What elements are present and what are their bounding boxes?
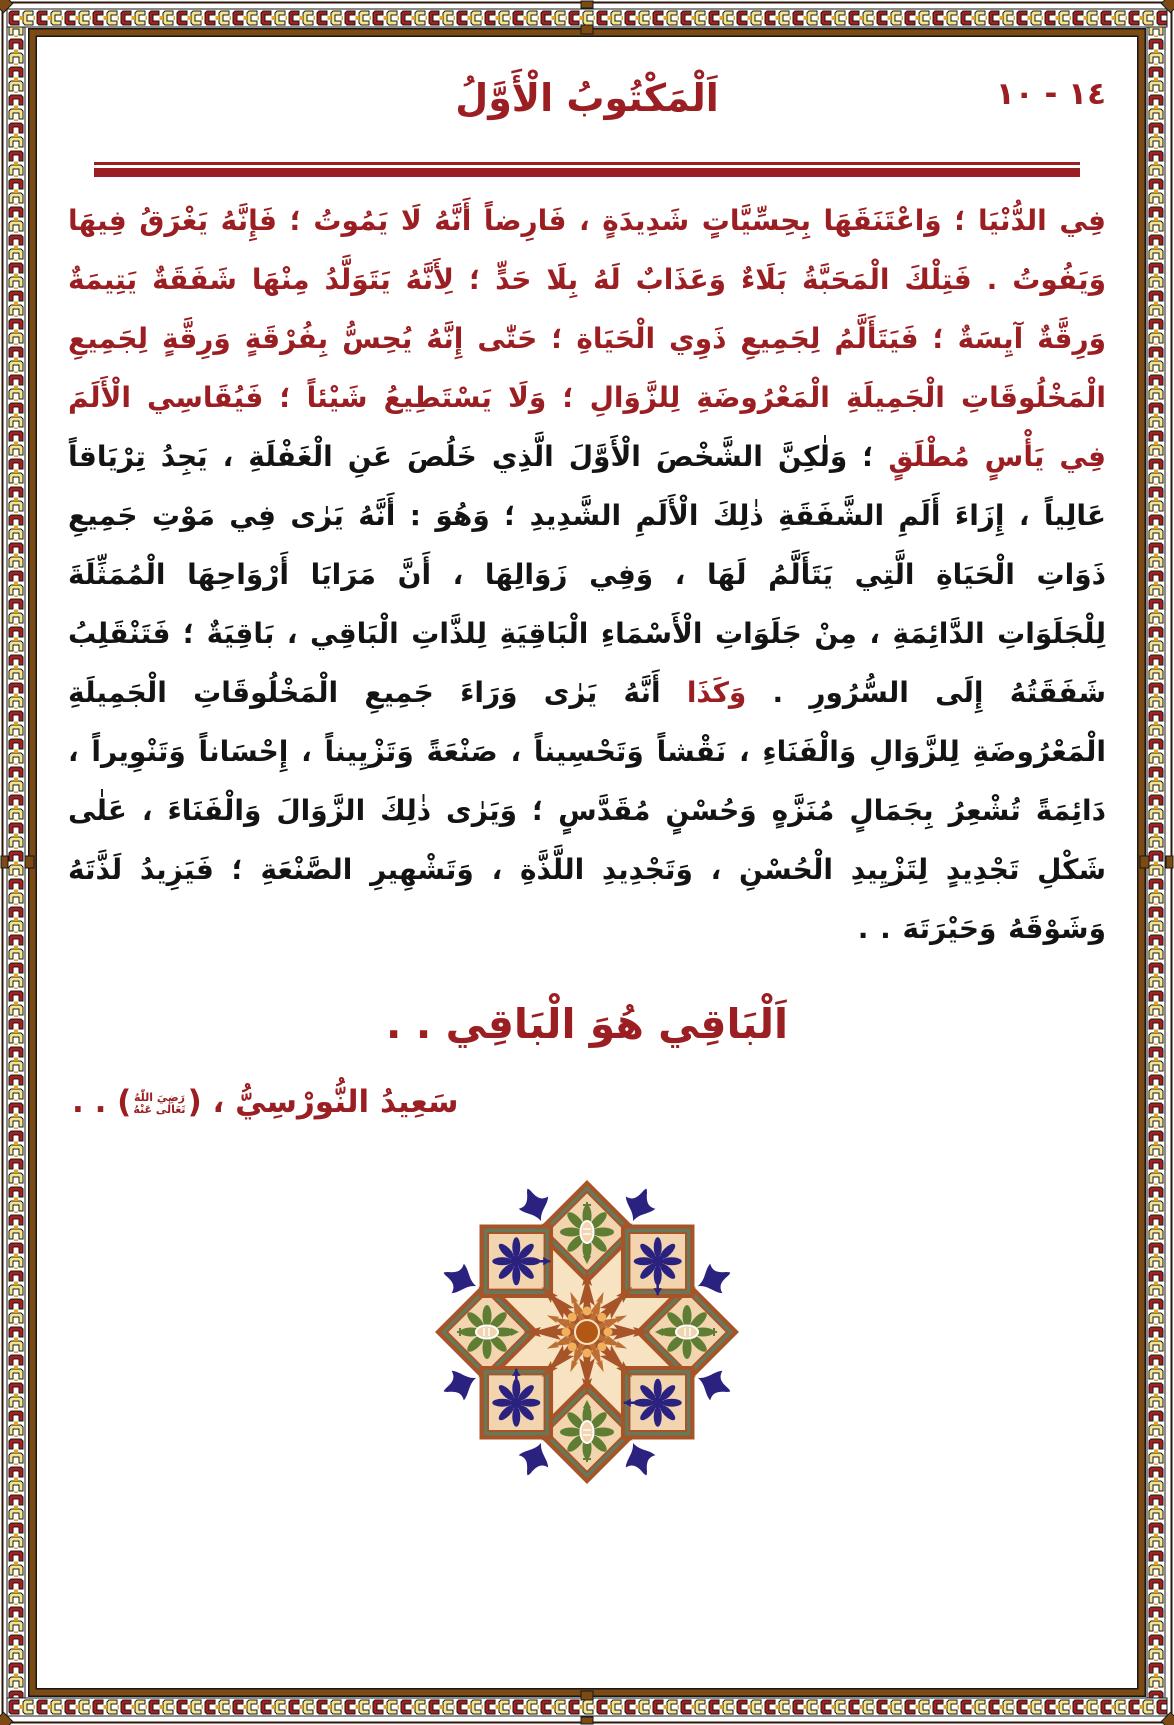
border-chain-top [7,9,1167,27]
page-number: ١٤ - ١٠ [995,76,1106,112]
seal-line-1: رَضِيَ اللّٰهُ [133,1090,185,1104]
text-segment-red-2: وَكَذَا [686,676,773,709]
divider-thick-rule [94,168,1080,177]
page-title: اَلْمَكْتُوبُ الْأَوَّلُ [455,76,719,120]
text-segment-red-1: فِي الدُّنْيَا ؛ وَاعْتَنَقَهَا بِحِسِّيَّاتٍ شَدِيدَةٍ ، فَارِضاً أَنَّهُ لَا يَمُوتُ ؛ فَإِنَّهُ يَغْرَقُ فِيهَا وَيَفُوتُ . فَتِلْكَ الْمَحَبَّةُ بَلَاءٌ وَعَذَابٌ لَهُ بِلَا حَدٍّ ؛ لِأَنَّهُ يَتَوَلَّدُ مِنْهَا شَفَقَةٌ يَتِيمَةٌ وَرِقَّةٌ آيِسَةٌ ؛ فَيَتَأَلَّمُ لِجَمِيعِ ذَوِي الْحَيَاةِ ؛ حَتّٰى إِنَّهُ يُحِسُّ بِفُرْقَةٍ وَرِقَّةٍ لِجَمِيعِ الْمَخْلُوقَاتِ الْجَمِيلَةِ الْمَعْرُوضَةِ لِلزَّوَالِ ؛ وَلَا يَسْتَطِيعُ شَيْئاً ؛ فَيُقَاسِي الْأَلَمَ فِي يَأْسٍ مُطْلَقٍ [68,204,1106,473]
border-chain-left [7,9,25,1716]
text-segment-dark-2: أَنَّهُ يَرٰى وَرَاءَ جَمِيعِ الْمَخْلُوقَاتِ الْجَمِيلَةِ الْمَعْرُوضَةِ لِلزَّوَالِ وَالْفَنَاءِ ، نَقْشاً وَتَحْسِيناً ، صَنْعَةً وَتَزْيِيناً ، إِحْسَاناً وَتَنْوِيراً ، دَائِمَةً تُشْعِرُ بِجَمَالٍ مُنَزَّهٍ وَحُسْنٍ مُقَدَّسٍ ؛ وَيَرٰى ذٰلِكَ الزَّوَالَ وَالْفَنَاءَ ، عَلٰى شَكْلِ تَجْدِيدٍ لِتَزْيِيدِ الْحُسْنِ ، وَتَجْدِيدِ اللَّذَّةِ ، وَتَشْهِيرِ الصَّنْعَةِ ؛ فَيَزِيدُ لَذَّتَهُ وَشَوْقَهُ وَحَيْرَتَهَ . . [68,676,1106,945]
page-content [38,38,1136,1687]
divider-thin-rule [94,162,1080,165]
signature-line [38,1084,1136,1120]
seal-open-paren: ( [187,1084,202,1120]
blessing-seal [133,1092,185,1116]
body-paragraph [68,191,1106,958]
seal-line-2: تَعَالٰى عَنْهُ [133,1102,186,1116]
border-chain-right [1147,9,1165,1716]
text-segment-dark-1: ؛ وَلٰكِنَّ الشَّخْصَ الْأَوَّلَ الَّذِي خَلُصَ عَنِ الْغَفْلَةِ ، يَجِدُ تِرْيَاقاً عَالِياً ، إِزَاءَ أَلَمِ الشَّفَقَةِ ذٰلِكَ الْأَلَمِ الشَّدِيدِ ؛ وَهُوَ : أَنَّهُ يَرٰى فِي مَوْتِ جَمِيعِ ذَوَاتِ الْحَيَاةِ الَّتِي يَتَأَلَّمُ لَهَا ، وَفِي زَوَالِهَا ، أَنَّ مَرَايَا أَرْوَاحِهَا الْمُمَثِّلَةَ لِلْجَلَوَاتِ الدَّائِمَةِ ، مِنْ جَلَوَاتِ الْأَسْمَاءِ الْبَاقِيَةِ لِلذَّاتِ الْبَاقِي ، بَاقِيَةٌ ؛ فَتَنْقَلِبُ شَفَقَتُهُ إِلَى السُّرُورِ . [68,440,1106,709]
header-divider [94,162,1080,177]
signature-name: سَعِيدُ النُّورْسِيُّ ، [212,1084,459,1120]
signature-dots: . . [72,1084,107,1120]
page-header [38,62,1136,128]
seal-close-paren: ) [117,1084,132,1120]
closing-formula: اَلْبَاقِي هُوَ الْبَاقِي . . [385,1000,789,1048]
border-chain-bottom [7,1698,1167,1716]
